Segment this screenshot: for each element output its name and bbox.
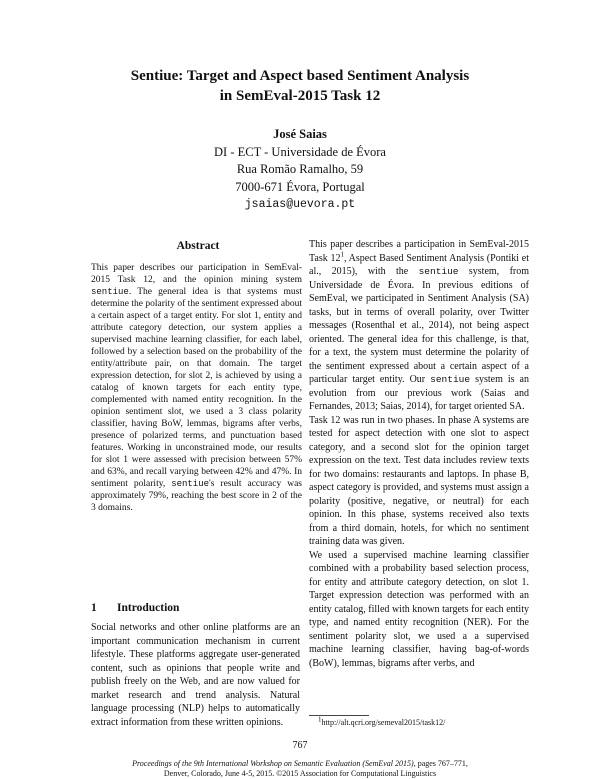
proceedings-line-2: Denver, Colorado, June 4-5, 2015. ©2015 Association for Computational Linguistics (163, 769, 437, 778)
right-p1-part-2: , Aspect Based Sentiment Analysis (Pontiki et al., 2015), with the (309, 252, 529, 277)
proceedings-line-1 (0, 759, 600, 769)
abstract-text-part-3: 's result accuracy was approximately 79%, reaching the best score in 2 of the 3 domains. (91, 479, 302, 513)
footnote-url[interactable]: http://alt.qcri.org/semeval2015/task12/ (321, 718, 446, 727)
right-p1-part-1: This paper describes a participation in SemEval-2015 Task 12 (309, 239, 529, 264)
abstract-text (91, 262, 305, 514)
right-system-name-1: sentiue (418, 266, 459, 277)
right-paragraph-2: Task 12 was run in two phases. In phase A systems are tested for aspect detection with one slot to aspect category, and a second slot for the opinion target expression on the text. Test data includes review texts for two domains: restaurants and laptops. In phase B, aspect category is provided, and systems must assign a polarity (positive, negative, or neutral) for each opinion. In this phase, systems received also texts from a third domain, hotels, for which no sentiment training data was given. (309, 414, 529, 547)
abstract-text-part-1: This paper describes our participation in SemEval-2015 Task 12, and the opinion mining system (91, 263, 302, 285)
footnote-reference[interactable]: 1 (340, 250, 344, 259)
title-line-2: in SemEval-2015 Task 12 (219, 88, 381, 104)
right-paragraph-1 (309, 238, 529, 414)
abstract-text-part-2: . The general idea is that systems must determine the polarity of the sentiment expressed about a certain aspect of a target entity. For slot 1, entity and attribute category detection, our system applies a supervised machine learning classifier, for each label, followed by a selection based on the probability of the entity/attribute pair, on that domain. The target expression detection, for slot 2, is achieved by using a catalog of known targets for each entity type, complemented with named entity recognition. In the opinion sentiment slot, we used a 3 class polarity classifier, having BoW, lemmas, bigrams after verbs, presence of polarized terms, and punctuation based features. Working in unconstrained mode, our results for slot 1 were assessed with precision between 57% and 63%, and recall varying between 42% and 47%. In sentiment polarity, (91, 287, 302, 489)
abstract-heading: Abstract (176, 240, 220, 252)
footnote-mark: 1 (318, 715, 322, 724)
left-column (91, 240, 305, 514)
section-number: 1 (91, 602, 97, 614)
abstract-system-name-2: sentiue (171, 479, 210, 489)
proceedings-footer (0, 759, 600, 779)
right-system-name-2: sentiue (430, 374, 471, 385)
right-paragraph-3: We used a supervised machine learning classifier combined with a probability based selection process, for entity and attribute category detection, on slot 1. Target expression detection was performed with an entity catalog, filled with known targets for each entity type, and named entity recognition (NER). For the sentiment polarity slot, we used a a supervised machine learning classifier, having bag-of-words (BoW), lemmas, bigrams after verbs, and (309, 549, 529, 669)
section-title: Introduction (117, 602, 180, 614)
author-email[interactable]: jsaias@uevora.pt (244, 198, 356, 211)
author-street: Rua Romão Ramalho, 59 (236, 162, 364, 176)
right-column (309, 238, 529, 670)
right-p1-part-3: system, from Universidade de Évora. In previous editions of SemEval, we participated in Sentiment Analysis (SA) tasks, but in terms of overall polarity, over Twitter messages (Rosenthal et al., 2014), not being aspect oriented. The general idea for this challenge, is that, for a text, the system must determine the polarity of the sentiment expressed about a certain aspect of a particular target entity. Our (309, 266, 530, 385)
section-heading-introduction (91, 602, 179, 614)
proceedings-pages: , pages 767–771, (413, 759, 468, 768)
author-city: 7000-671 Évora, Portugal (235, 179, 365, 194)
proceedings-venue: Proceedings of the 9th International Workshop on Semantic Evaluation (SemEval 2015) (132, 759, 414, 768)
footnote (318, 715, 446, 728)
page-number: 767 (292, 740, 308, 751)
author-block (0, 126, 600, 214)
paper-title (0, 66, 600, 106)
abstract-system-name-1: sentiue (91, 287, 129, 297)
title-line-1: Sentiue: Target and Aspect based Sentiment Analysis (130, 68, 470, 84)
introduction-paragraph: Social networks and other online platforms are an important communication mechanism in current lifestyle. These platforms aggregate user-generated content, such as opinions that people write and publish freely on the Web, and are now valued for market research and trend analysis. Natural language processing (NLP) helps to automatically extract information from these written opinions. (91, 622, 300, 728)
right-p1-part-4: system is an evolution from our previous work (Saias and Fernandes, 2013; Saias, 2014), for target oriented SA. (309, 374, 529, 412)
author-name: José Saias (273, 127, 327, 141)
author-affiliation: DI - ECT - Universidade de Évora (214, 144, 386, 159)
